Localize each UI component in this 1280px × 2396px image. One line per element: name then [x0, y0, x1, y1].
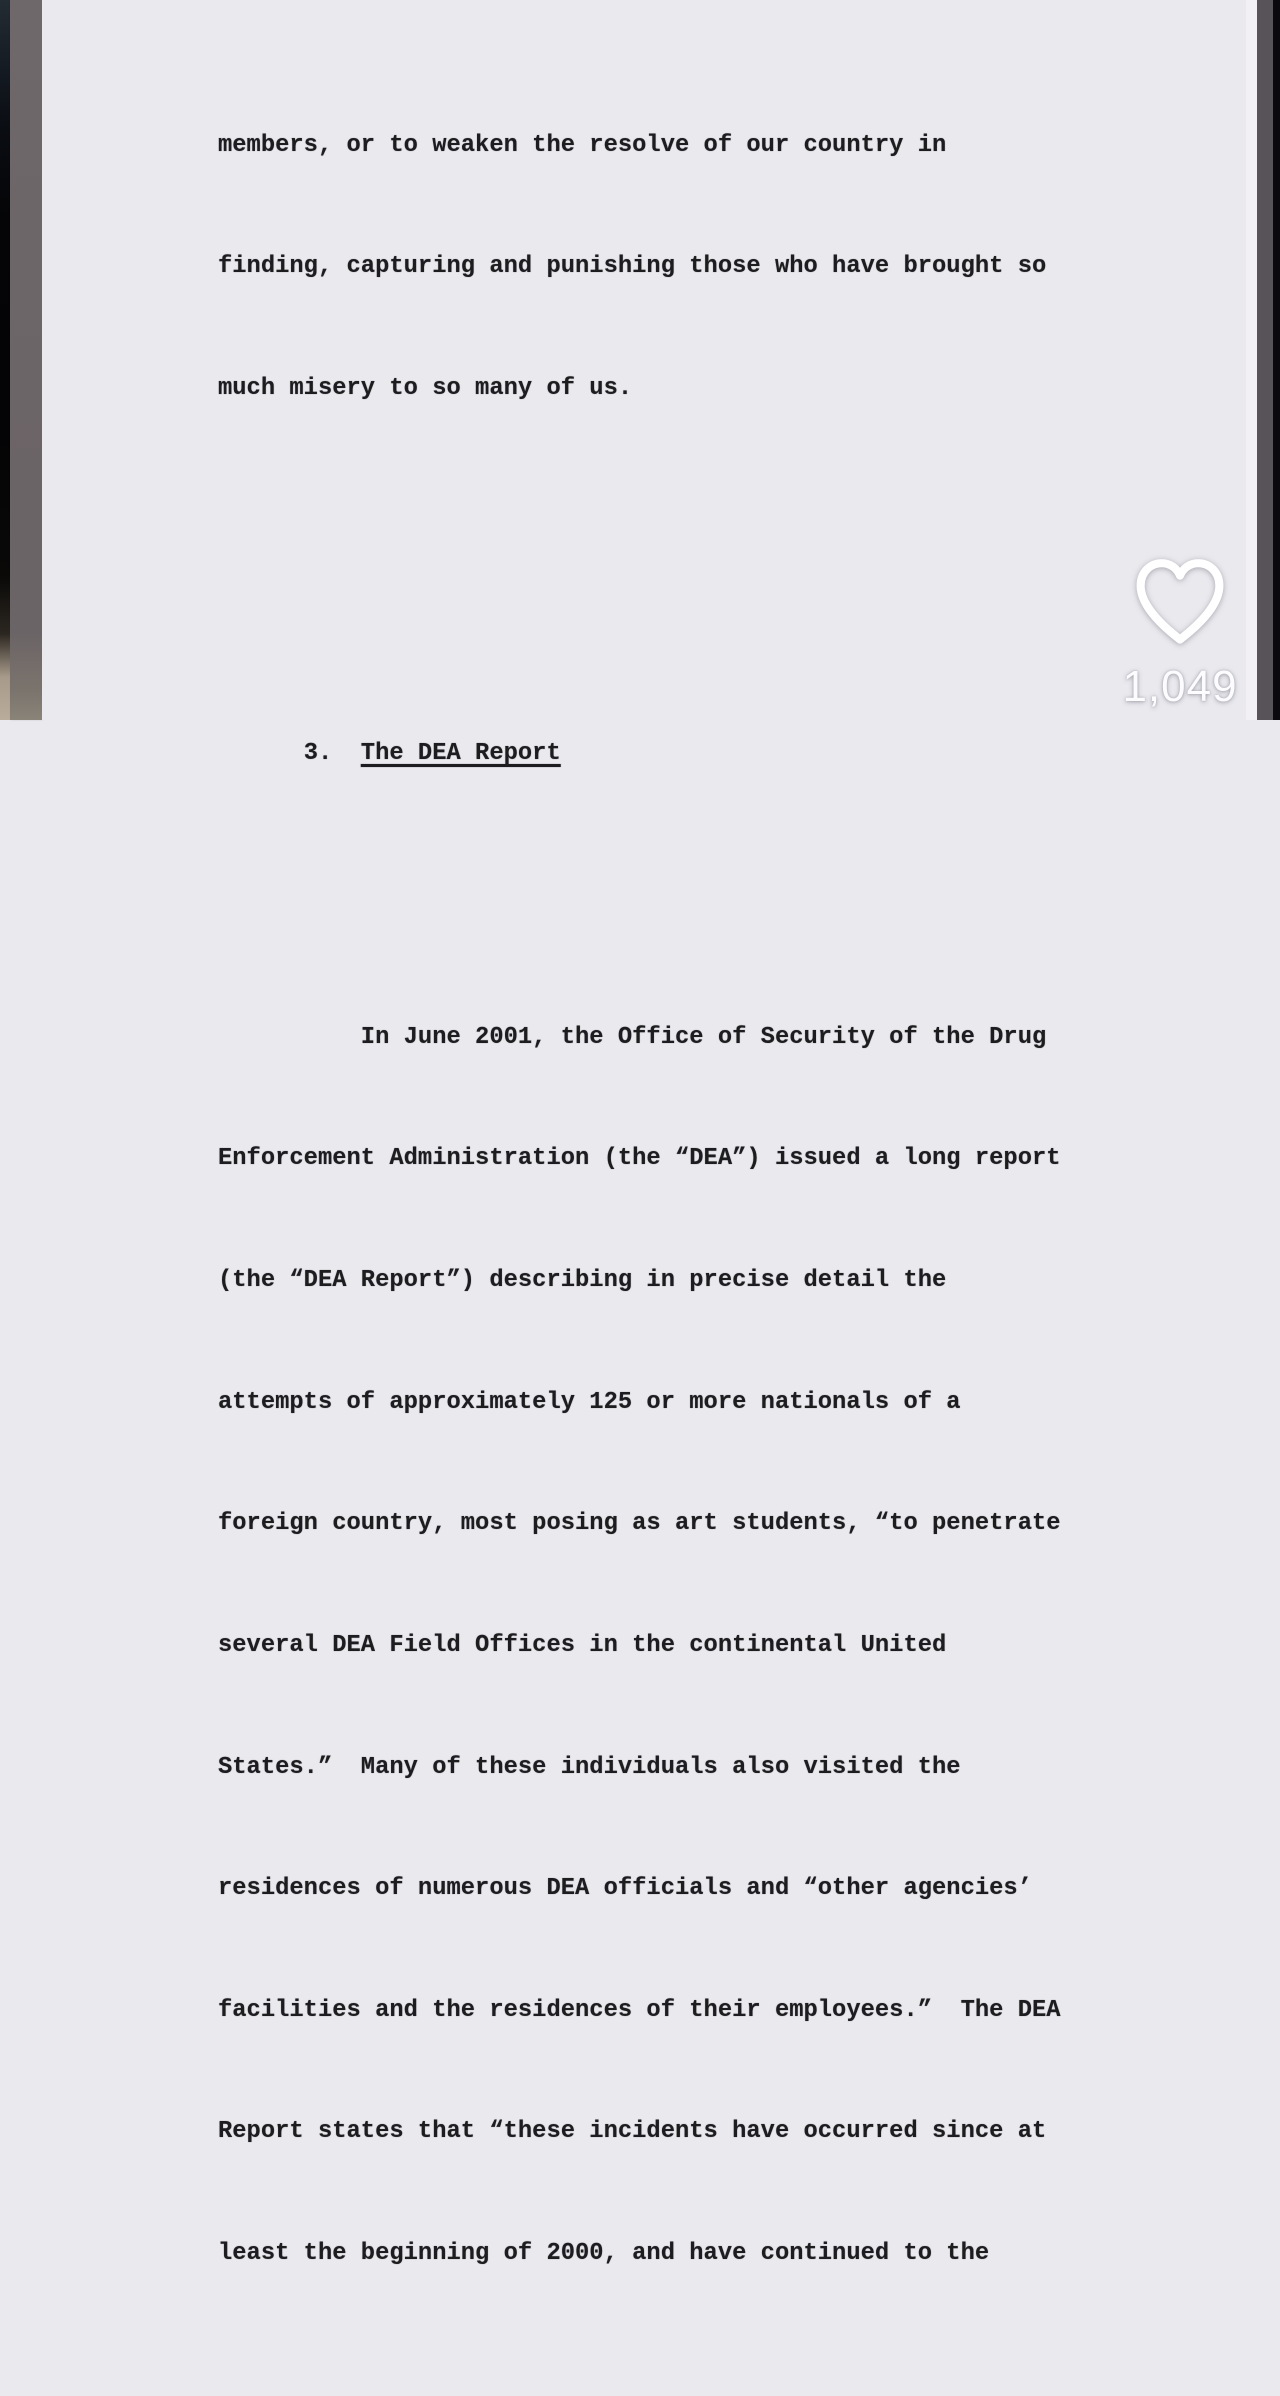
section-number: 3.	[303, 739, 333, 767]
document-line: several DEA Field Offices in the continental United	[218, 1631, 947, 1659]
right-gray-bar	[1257, 0, 1273, 720]
document-line: foreign country, most posing as art students, “to penetrate	[218, 1510, 1061, 1538]
like-button[interactable]	[1132, 556, 1228, 650]
like-count: 1,049	[1122, 662, 1238, 711]
blank-line	[218, 855, 1228, 896]
document-page	[42, 0, 1246, 2268]
document-line: residences of numerous DEA officials and “other agencies’	[218, 1875, 1032, 1903]
document-line: finding, capturing and punishing those who have brought so	[218, 253, 1047, 281]
document-line: Enforcement Administration (the “DEA”) issued a long report	[218, 1145, 1061, 1173]
document-line: members, or to weaken the resolve of our country in	[218, 131, 947, 159]
section-heading	[218, 693, 1228, 767]
document-text-block	[218, 4, 1228, 2396]
document-line: (the “DEA Report”) describing in precise detail the	[218, 1266, 947, 1294]
document-line: States.” Many of these individuals also visited the	[218, 1753, 961, 1781]
document-line: attempts of approximately 125 or more nationals of a	[218, 1388, 961, 1416]
document-line: much misery to so many of us.	[218, 374, 633, 402]
blank-line	[218, 531, 1228, 572]
document-line: least the beginning of 2000, and have continued to the	[218, 2240, 990, 2268]
section-title: The DEA Report	[360, 739, 561, 767]
heart-outline-icon	[1132, 556, 1228, 650]
document-line: In June 2001, the Office of Security of the Drug	[218, 1023, 1047, 1051]
right-edge-background	[1273, 0, 1280, 720]
document-line: facilities and the residences of their employees.” The DEA	[218, 1996, 1061, 2024]
document-line: Report states that “these incidents have occurred since at	[218, 2118, 1047, 2146]
right-page-edge	[1246, 0, 1257, 720]
left-gray-bar	[10, 0, 42, 720]
left-edge-background	[0, 0, 10, 720]
